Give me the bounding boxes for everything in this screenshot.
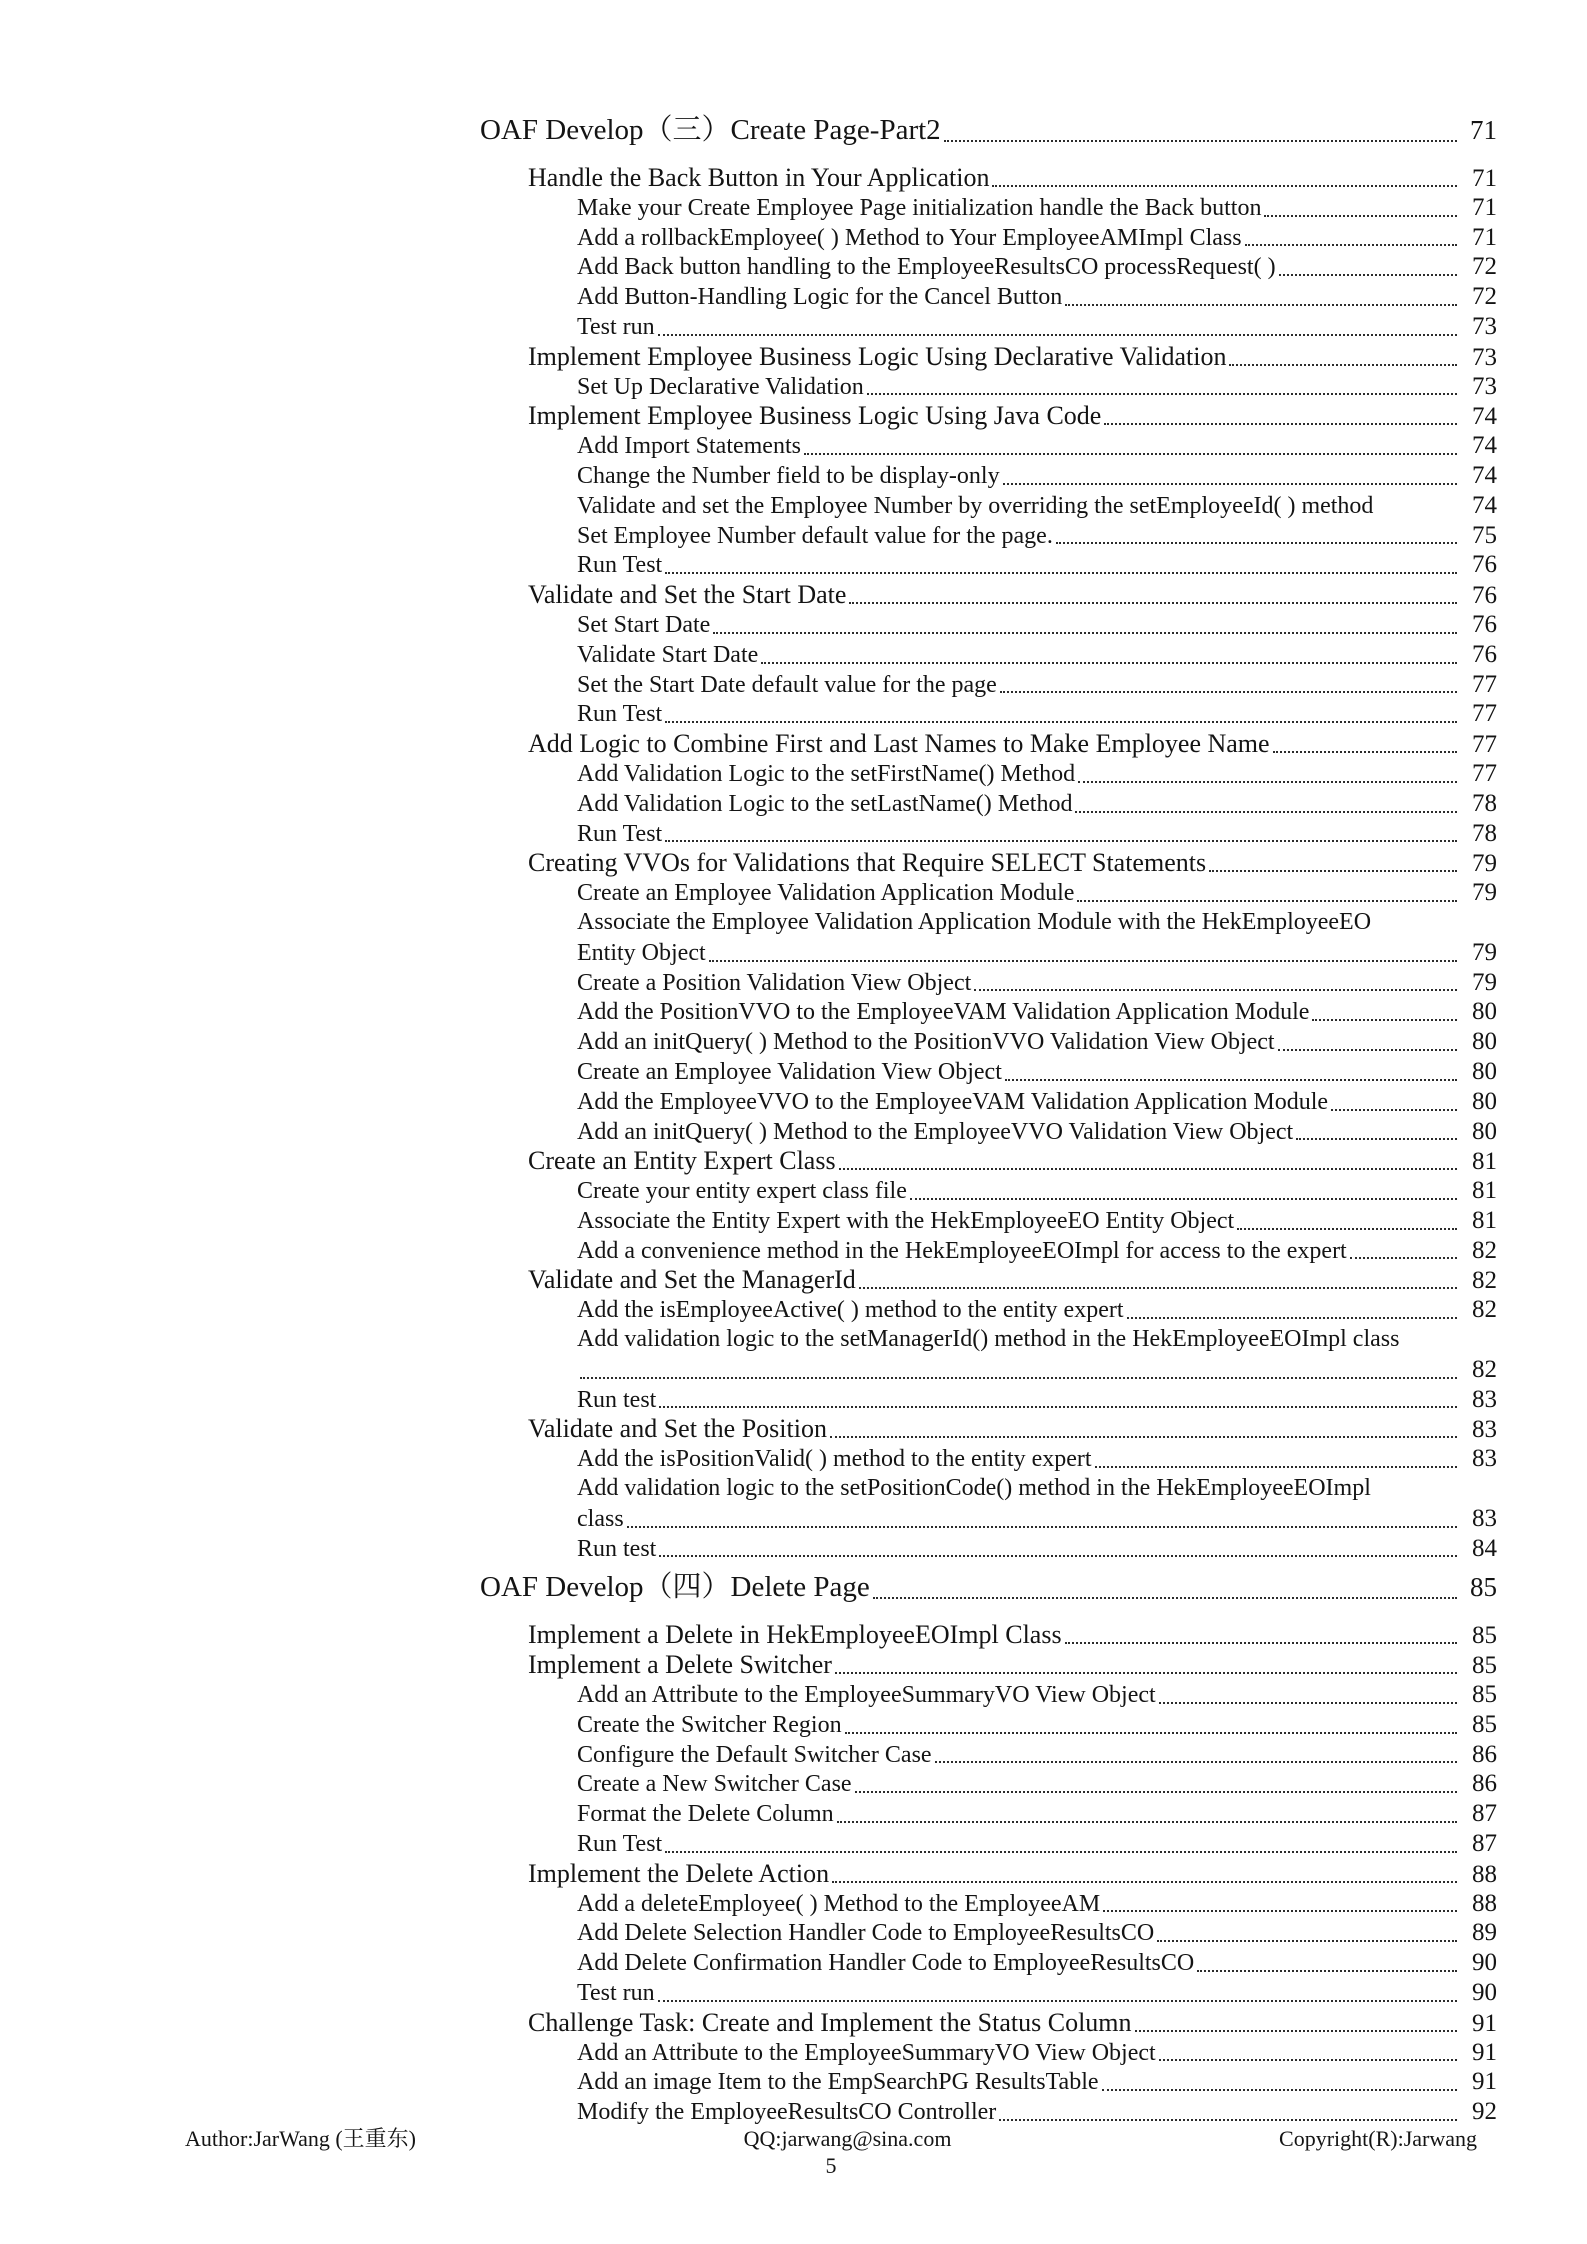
dot-leader [1159, 2038, 1457, 2068]
toc-entry-label: Make your Create Employee Page initialization handle the Back button [577, 194, 1262, 221]
dot-leader [658, 312, 1457, 342]
toc-entry[interactable] [480, 112, 1497, 148]
toc-entry[interactable] [480, 342, 1497, 372]
dot-leader [830, 1414, 1457, 1444]
toc-entry-label: Set Up Declarative Validation [577, 373, 864, 400]
toc-entry-label: Add an Attribute to the EmployeeSummaryVO View Object [577, 1682, 1156, 1709]
dot-leader [1056, 521, 1457, 551]
dot-leader [1078, 759, 1457, 789]
toc-entry-label: Add Validation Logic to the setLastName() Method [577, 790, 1073, 817]
toc-entry[interactable] [480, 401, 1497, 431]
dot-leader [1003, 461, 1457, 491]
toc-entry[interactable] [480, 968, 1497, 998]
toc-entry[interactable] [480, 819, 1497, 849]
dot-leader [665, 1829, 1457, 1859]
toc-entry-page: 78 [1472, 789, 1497, 817]
toc-entry[interactable] [480, 312, 1497, 342]
toc-entry[interactable] [480, 1889, 1497, 1919]
toc-entry[interactable] [480, 1355, 1497, 1385]
toc-entry-page: 85 [1470, 1572, 1497, 1603]
toc-entry-page: 83 [1472, 1385, 1497, 1413]
toc-entry[interactable] [480, 1176, 1497, 1206]
toc-entry[interactable] [480, 1236, 1497, 1266]
toc-entry-page: 77 [1472, 670, 1497, 698]
toc-entry-page: 75 [1472, 521, 1497, 549]
toc-entry-label: Create your entity expert class file [577, 1178, 907, 1205]
toc-entry[interactable] [480, 1444, 1497, 1474]
toc-entry-label: Add Delete Selection Handler Code to EmployeeResultsCO [577, 1920, 1155, 1947]
toc-entry-page: 74 [1472, 491, 1497, 519]
toc-entry-page: 81 [1472, 1177, 1497, 1205]
toc-entry-label: Run test [577, 1535, 657, 1562]
table-of-contents [480, 112, 1497, 2127]
toc-entry-page: 90 [1472, 1949, 1497, 1977]
toc-entry[interactable] [480, 908, 1497, 938]
dot-leader [1095, 1444, 1457, 1474]
toc-entry[interactable] [480, 1117, 1497, 1147]
toc-entry[interactable] [480, 1680, 1497, 1710]
dot-leader [873, 1569, 1457, 1605]
dot-leader [974, 968, 1457, 998]
dot-leader [910, 1176, 1457, 1206]
toc-entry[interactable] [480, 1295, 1497, 1325]
toc-entry-label: Validate Start Date [577, 641, 759, 668]
dot-leader [1237, 1206, 1457, 1236]
toc-entry[interactable] [480, 163, 1497, 193]
toc-entry-page: 79 [1472, 968, 1497, 996]
toc-entry[interactable] [480, 670, 1497, 700]
toc-entry-label: Challenge Task: Create and Implement the Status Column [528, 2007, 1132, 2037]
dot-leader [1296, 1117, 1457, 1147]
dot-leader [1229, 342, 1457, 372]
footer-author: Author:JarWang (王重东) [185, 2126, 417, 2151]
toc-entry-label: Handle the Back Button in Your Application [528, 163, 990, 192]
toc-entry-label: Add Back button handling to the EmployeeResultsCO processRequest( ) [577, 254, 1276, 281]
dot-leader [627, 1504, 1457, 1534]
toc-entry-label: Create the Switcher Region [577, 1711, 842, 1738]
dot-leader [867, 372, 1457, 402]
toc-entry-page: 76 [1472, 582, 1497, 610]
dot-leader [839, 1146, 1457, 1176]
toc-entry-label: Add an Attribute to the EmployeeSummaryVO View Object [577, 2039, 1156, 2066]
toc-entry-page: 92 [1472, 2098, 1497, 2126]
toc-entry-label: Run test [577, 1386, 657, 1413]
toc-entry-page: 77 [1472, 700, 1497, 728]
toc-entry[interactable] [480, 461, 1497, 491]
toc-entry-label: Implement the Delete Action [528, 1858, 830, 1888]
toc-entry-label: Run Test [577, 552, 663, 579]
toc-entry-label: Add validation logic to the setPositionCode() method in the HekEmployeeEOImpl [577, 1475, 1371, 1502]
dot-leader [845, 1710, 1457, 1740]
toc-entry-page: 84 [1472, 1534, 1497, 1562]
toc-entry-page: 87 [1472, 1830, 1497, 1858]
toc-entry-page: 85 [1472, 1710, 1497, 1738]
toc-entry[interactable] [480, 1740, 1497, 1770]
dot-leader [804, 431, 1457, 461]
toc-entry-page: 89 [1472, 1919, 1497, 1947]
dot-leader [935, 1740, 1457, 1770]
toc-entry[interactable] [480, 640, 1497, 670]
toc-entry[interactable] [480, 1859, 1497, 1889]
toc-entry-page: 72 [1472, 283, 1497, 311]
toc-entry[interactable] [480, 699, 1497, 729]
toc-entry[interactable] [480, 759, 1497, 789]
toc-entry-page: 82 [1472, 1267, 1497, 1295]
toc-entry[interactable] [480, 1474, 1497, 1504]
toc-entry-page: 87 [1472, 1800, 1497, 1828]
toc-entry-page: 80 [1472, 1117, 1497, 1145]
toc-entry-label: Set Start Date [577, 611, 711, 638]
dot-leader [1376, 491, 1457, 521]
toc-entry[interactable] [480, 1918, 1497, 1948]
toc-entry[interactable] [480, 1206, 1497, 1236]
page-footer [185, 2126, 1477, 2152]
dot-leader [1065, 1620, 1457, 1650]
toc-entry-page: 76 [1472, 551, 1497, 579]
toc-entry-label: Test run [577, 313, 655, 340]
toc-entry[interactable] [480, 1057, 1497, 1087]
toc-entry[interactable] [480, 2097, 1497, 2127]
toc-entry[interactable] [480, 1534, 1497, 1564]
dot-leader [1103, 1889, 1457, 1919]
toc-entry[interactable] [480, 2008, 1497, 2038]
dot-leader [1127, 1295, 1457, 1325]
dot-leader [859, 1265, 1457, 1295]
dot-leader [659, 1534, 1457, 1564]
toc-entry-page: 91 [1472, 2038, 1497, 2066]
toc-entry-page: 83 [1472, 1504, 1497, 1532]
toc-entry[interactable] [480, 372, 1497, 402]
footer-contact: QQ:jarwang@sina.com [743, 2126, 952, 2151]
dot-leader [992, 163, 1457, 193]
toc-entry[interactable] [480, 1948, 1497, 1978]
toc-entry-label: Implement Employee Business Logic Using Java Code [528, 401, 1102, 431]
dot-leader [1102, 2067, 1457, 2097]
dot-leader [1077, 878, 1457, 908]
toc-entry-label: Add Delete Confirmation Handler Code to EmployeeResultsCO [577, 1950, 1195, 1977]
dot-leader [1264, 193, 1457, 223]
dot-leader [837, 1799, 1457, 1829]
toc-entry-page: 73 [1472, 372, 1497, 400]
toc-entry-label: Add the EmployeeVVO to the EmployeeVAM Validation Application Module [577, 1088, 1329, 1115]
dot-leader [1065, 282, 1457, 312]
toc-entry-label: Add a rollbackEmployee( ) Method to Your EmployeeAMImpl Class [577, 224, 1242, 251]
toc-entry-label: Create a Position Validation View Object [577, 969, 972, 996]
toc-entry[interactable] [480, 729, 1497, 759]
toc-entry-page: 71 [1472, 165, 1497, 192]
toc-entry-page: 85 [1472, 1681, 1497, 1709]
toc-entry-label: Associate the Employee Validation Application Module with the HekEmployeeEO [577, 908, 1372, 935]
dot-leader [1350, 1236, 1457, 1266]
toc-entry-page: 80 [1472, 998, 1497, 1026]
toc-entry-page: 82 [1472, 1296, 1497, 1324]
toc-entry-label: Add a deleteEmployee( ) Method to the EmployeeAM [577, 1890, 1101, 1917]
dot-leader [665, 699, 1457, 729]
toc-entry-page: 91 [1472, 2009, 1497, 2037]
page-number: 5 [825, 2153, 837, 2178]
toc-entry[interactable] [480, 223, 1497, 253]
toc-entry-label: OAF Develop（三）Create Page-Part2 [480, 114, 941, 146]
toc-entry[interactable] [480, 1829, 1497, 1859]
dot-leader [1331, 1087, 1457, 1117]
toc-entry-label: Add the isEmployeeActive( ) method to the entity expert [577, 1297, 1124, 1324]
toc-entry-label: Add Logic to Combine First and Last Names to Make Employee Name [528, 729, 1270, 759]
toc-entry-label: Validate and Set the Start Date [528, 580, 847, 610]
toc-entry-label: Validate and Set the Position [528, 1414, 827, 1444]
toc-entry-label: Add an initQuery( ) Method to the PositionVVO Validation View Object [577, 1029, 1275, 1056]
dot-leader [1245, 223, 1457, 253]
toc-entry[interactable] [480, 1146, 1497, 1176]
toc-entry-page: 74 [1472, 461, 1497, 489]
toc-entry-page: 79 [1472, 850, 1497, 878]
toc-entry[interactable] [480, 1385, 1497, 1415]
toc-entry-label: Create an Entity Expert Class [528, 1146, 836, 1176]
toc-entry-label: Add Button-Handling Logic for the Cancel Button [577, 284, 1063, 311]
toc-entry-page: 82 [1472, 1355, 1497, 1383]
toc-entry-page: 81 [1472, 1148, 1497, 1176]
toc-entry[interactable] [480, 1265, 1497, 1295]
dot-leader [855, 1769, 1457, 1799]
toc-entry[interactable] [480, 431, 1497, 461]
toc-entry[interactable] [480, 997, 1497, 1027]
toc-entry-page: 77 [1472, 731, 1497, 759]
toc-entry[interactable] [480, 789, 1497, 819]
dot-leader [1159, 1680, 1457, 1710]
toc-entry[interactable] [480, 1799, 1497, 1829]
toc-entry-label: Entity Object [577, 939, 706, 966]
toc-entry-label: Change the Number field to be display-only [577, 462, 1000, 489]
dot-leader [1279, 252, 1457, 282]
toc-entry-label: Add an image Item to the EmpSearchPG ResultsTable [577, 2069, 1099, 2096]
toc-entry-label: Create a New Switcher Case [577, 1771, 852, 1798]
toc-entry[interactable] [480, 1620, 1497, 1650]
toc-entry-page: 83 [1472, 1416, 1497, 1444]
toc-entry[interactable] [480, 2038, 1497, 2068]
toc-entry-page: 90 [1472, 1979, 1497, 2007]
dot-leader [849, 580, 1457, 610]
toc-entry-label: Add validation logic to the setManagerId() method in the HekEmployeeEOImpl class [577, 1326, 1400, 1353]
toc-entry-page: 73 [1472, 343, 1497, 371]
toc-entry[interactable] [480, 521, 1497, 551]
toc-entry-page: 88 [1472, 1889, 1497, 1917]
toc-entry[interactable] [480, 282, 1497, 312]
toc-entry-label: Test run [577, 1980, 655, 2007]
toc-entry-label: Set the Start Date default value for the page [577, 671, 997, 698]
toc-entry-page: 85 [1472, 1652, 1497, 1680]
toc-entry[interactable] [480, 848, 1497, 878]
toc-entry-page: 80 [1472, 1028, 1497, 1056]
dot-leader [944, 112, 1457, 148]
toc-entry-label: Implement a Delete Switcher [528, 1650, 832, 1680]
toc-entry-page: 82 [1472, 1236, 1497, 1264]
toc-entry-page: 86 [1472, 1740, 1497, 1768]
toc-entry-page: 74 [1472, 403, 1497, 431]
toc-entry-page: 79 [1472, 879, 1497, 907]
toc-entry-page: 80 [1472, 1057, 1497, 1085]
toc-entry-label: class [577, 1505, 624, 1532]
toc-entry-page: 78 [1472, 819, 1497, 847]
dot-leader [1005, 1057, 1457, 1087]
dot-leader [1312, 997, 1457, 1027]
toc-entry-label: Associate the Entity Expert with the HekEmployeeEO Entity Object [577, 1207, 1235, 1234]
toc-entry-page: 71 [1470, 115, 1497, 145]
toc-entry[interactable] [480, 580, 1497, 610]
dot-leader [659, 1385, 1457, 1415]
dot-leader [999, 2097, 1457, 2127]
toc-entry-label: Run Test [577, 701, 663, 728]
dot-leader [1197, 1948, 1457, 1978]
dot-leader [1000, 670, 1457, 700]
dot-leader [835, 1650, 1457, 1680]
dot-leader [1278, 1027, 1457, 1057]
toc-entry-label: Run Test [577, 1831, 663, 1858]
toc-entry-label: Create an Employee Validation Application Module [577, 880, 1075, 907]
dot-leader [832, 1859, 1457, 1889]
toc-entry-label: Validate and set the Employee Number by overriding the setEmployeeId( ) method [577, 492, 1374, 519]
toc-entry[interactable] [480, 2067, 1497, 2097]
dot-leader [665, 550, 1457, 580]
toc-entry-label: Set Employee Number default value for the page. [577, 522, 1053, 549]
dot-leader [761, 640, 1457, 670]
toc-entry-page: 91 [1472, 2068, 1497, 2096]
toc-entry[interactable] [480, 550, 1497, 580]
toc-entry[interactable] [480, 1325, 1497, 1355]
toc-entry-label: Modify the EmployeeResultsCO Controller [577, 2099, 997, 2126]
toc-entry-page: 80 [1472, 1087, 1497, 1115]
toc-entry-label: Add the isPositionValid( ) method to the entity expert [577, 1446, 1092, 1473]
toc-entry[interactable] [480, 1087, 1497, 1117]
toc-entry[interactable] [480, 610, 1497, 640]
dot-leader [1104, 401, 1457, 431]
toc-entry-page: 71 [1472, 223, 1497, 251]
toc-entry-label: Add an initQuery( ) Method to the EmployeeVVO Validation View Object [577, 1118, 1294, 1145]
dot-leader [1075, 789, 1457, 819]
toc-entry-label: Add a convenience method in the HekEmployeeEOImpl for access to the expert [577, 1237, 1347, 1264]
toc-entry-label: Format the Delete Column [577, 1801, 834, 1828]
toc-entry[interactable] [480, 1569, 1497, 1605]
toc-entry-label: Configure the Default Switcher Case [577, 1741, 932, 1768]
toc-entry[interactable] [480, 1504, 1497, 1534]
toc-entry-page: 72 [1472, 253, 1497, 281]
toc-entry[interactable] [480, 193, 1497, 223]
dot-leader [713, 610, 1457, 640]
toc-entry-page: 73 [1472, 312, 1497, 340]
toc-entry-label: Add Validation Logic to the setFirstName() Method [577, 760, 1076, 787]
dot-leader [658, 1978, 1457, 2008]
toc-entry-page: 79 [1472, 938, 1497, 966]
toc-entry-page: 81 [1472, 1206, 1497, 1234]
toc-entry-page: 88 [1472, 1860, 1497, 1888]
toc-entry[interactable] [480, 1414, 1497, 1444]
dot-leader [1209, 848, 1457, 878]
toc-entry-page: 76 [1472, 640, 1497, 668]
toc-entry-label: Implement Employee Business Logic Using Declarative Validation [528, 341, 1227, 371]
toc-entry-label: Creating VVOs for Validations that Require SELECT Statements [528, 848, 1207, 878]
toc-entry-page: 76 [1472, 610, 1497, 638]
dot-leader [580, 1355, 1457, 1385]
dot-leader [665, 819, 1457, 849]
toc-entry-label: Add Import Statements [577, 433, 801, 460]
toc-entry-label: Validate and Set the ManagerId [528, 1265, 856, 1295]
toc-entry-page: 77 [1472, 759, 1497, 787]
toc-entry-page: 83 [1472, 1445, 1497, 1473]
toc-entry-page: 71 [1472, 193, 1497, 221]
footer-copyright: Copyright(R):Jarwang [1279, 2126, 1477, 2151]
toc-entry[interactable] [480, 1027, 1497, 1057]
toc-entry-label: Implement a Delete in HekEmployeeEOImpl Class [528, 1620, 1062, 1650]
toc-entry-page: 74 [1472, 432, 1497, 460]
dot-leader [709, 938, 1457, 968]
toc-entry[interactable] [480, 938, 1497, 968]
toc-entry-label: OAF Develop（四）Delete Page [480, 1571, 870, 1604]
toc-entry[interactable] [480, 1978, 1497, 2008]
dot-leader [1273, 729, 1457, 759]
toc-entry[interactable] [480, 491, 1497, 521]
toc-entry[interactable] [480, 1769, 1497, 1799]
toc-entry[interactable] [480, 878, 1497, 908]
toc-entry[interactable] [480, 252, 1497, 282]
toc-entry-label: Add the PositionVVO to the EmployeeVAM Validation Application Module [577, 999, 1310, 1026]
toc-entry-page: 86 [1472, 1770, 1497, 1798]
dot-leader [1157, 1918, 1457, 1948]
toc-entry[interactable] [480, 1710, 1497, 1740]
dot-leader [1135, 2008, 1457, 2038]
toc-entry-page: 85 [1472, 1622, 1497, 1650]
toc-entry-label: Run Test [577, 820, 663, 847]
toc-entry-label: Create an Employee Validation View Object [577, 1058, 1002, 1085]
toc-entry[interactable] [480, 1650, 1497, 1680]
